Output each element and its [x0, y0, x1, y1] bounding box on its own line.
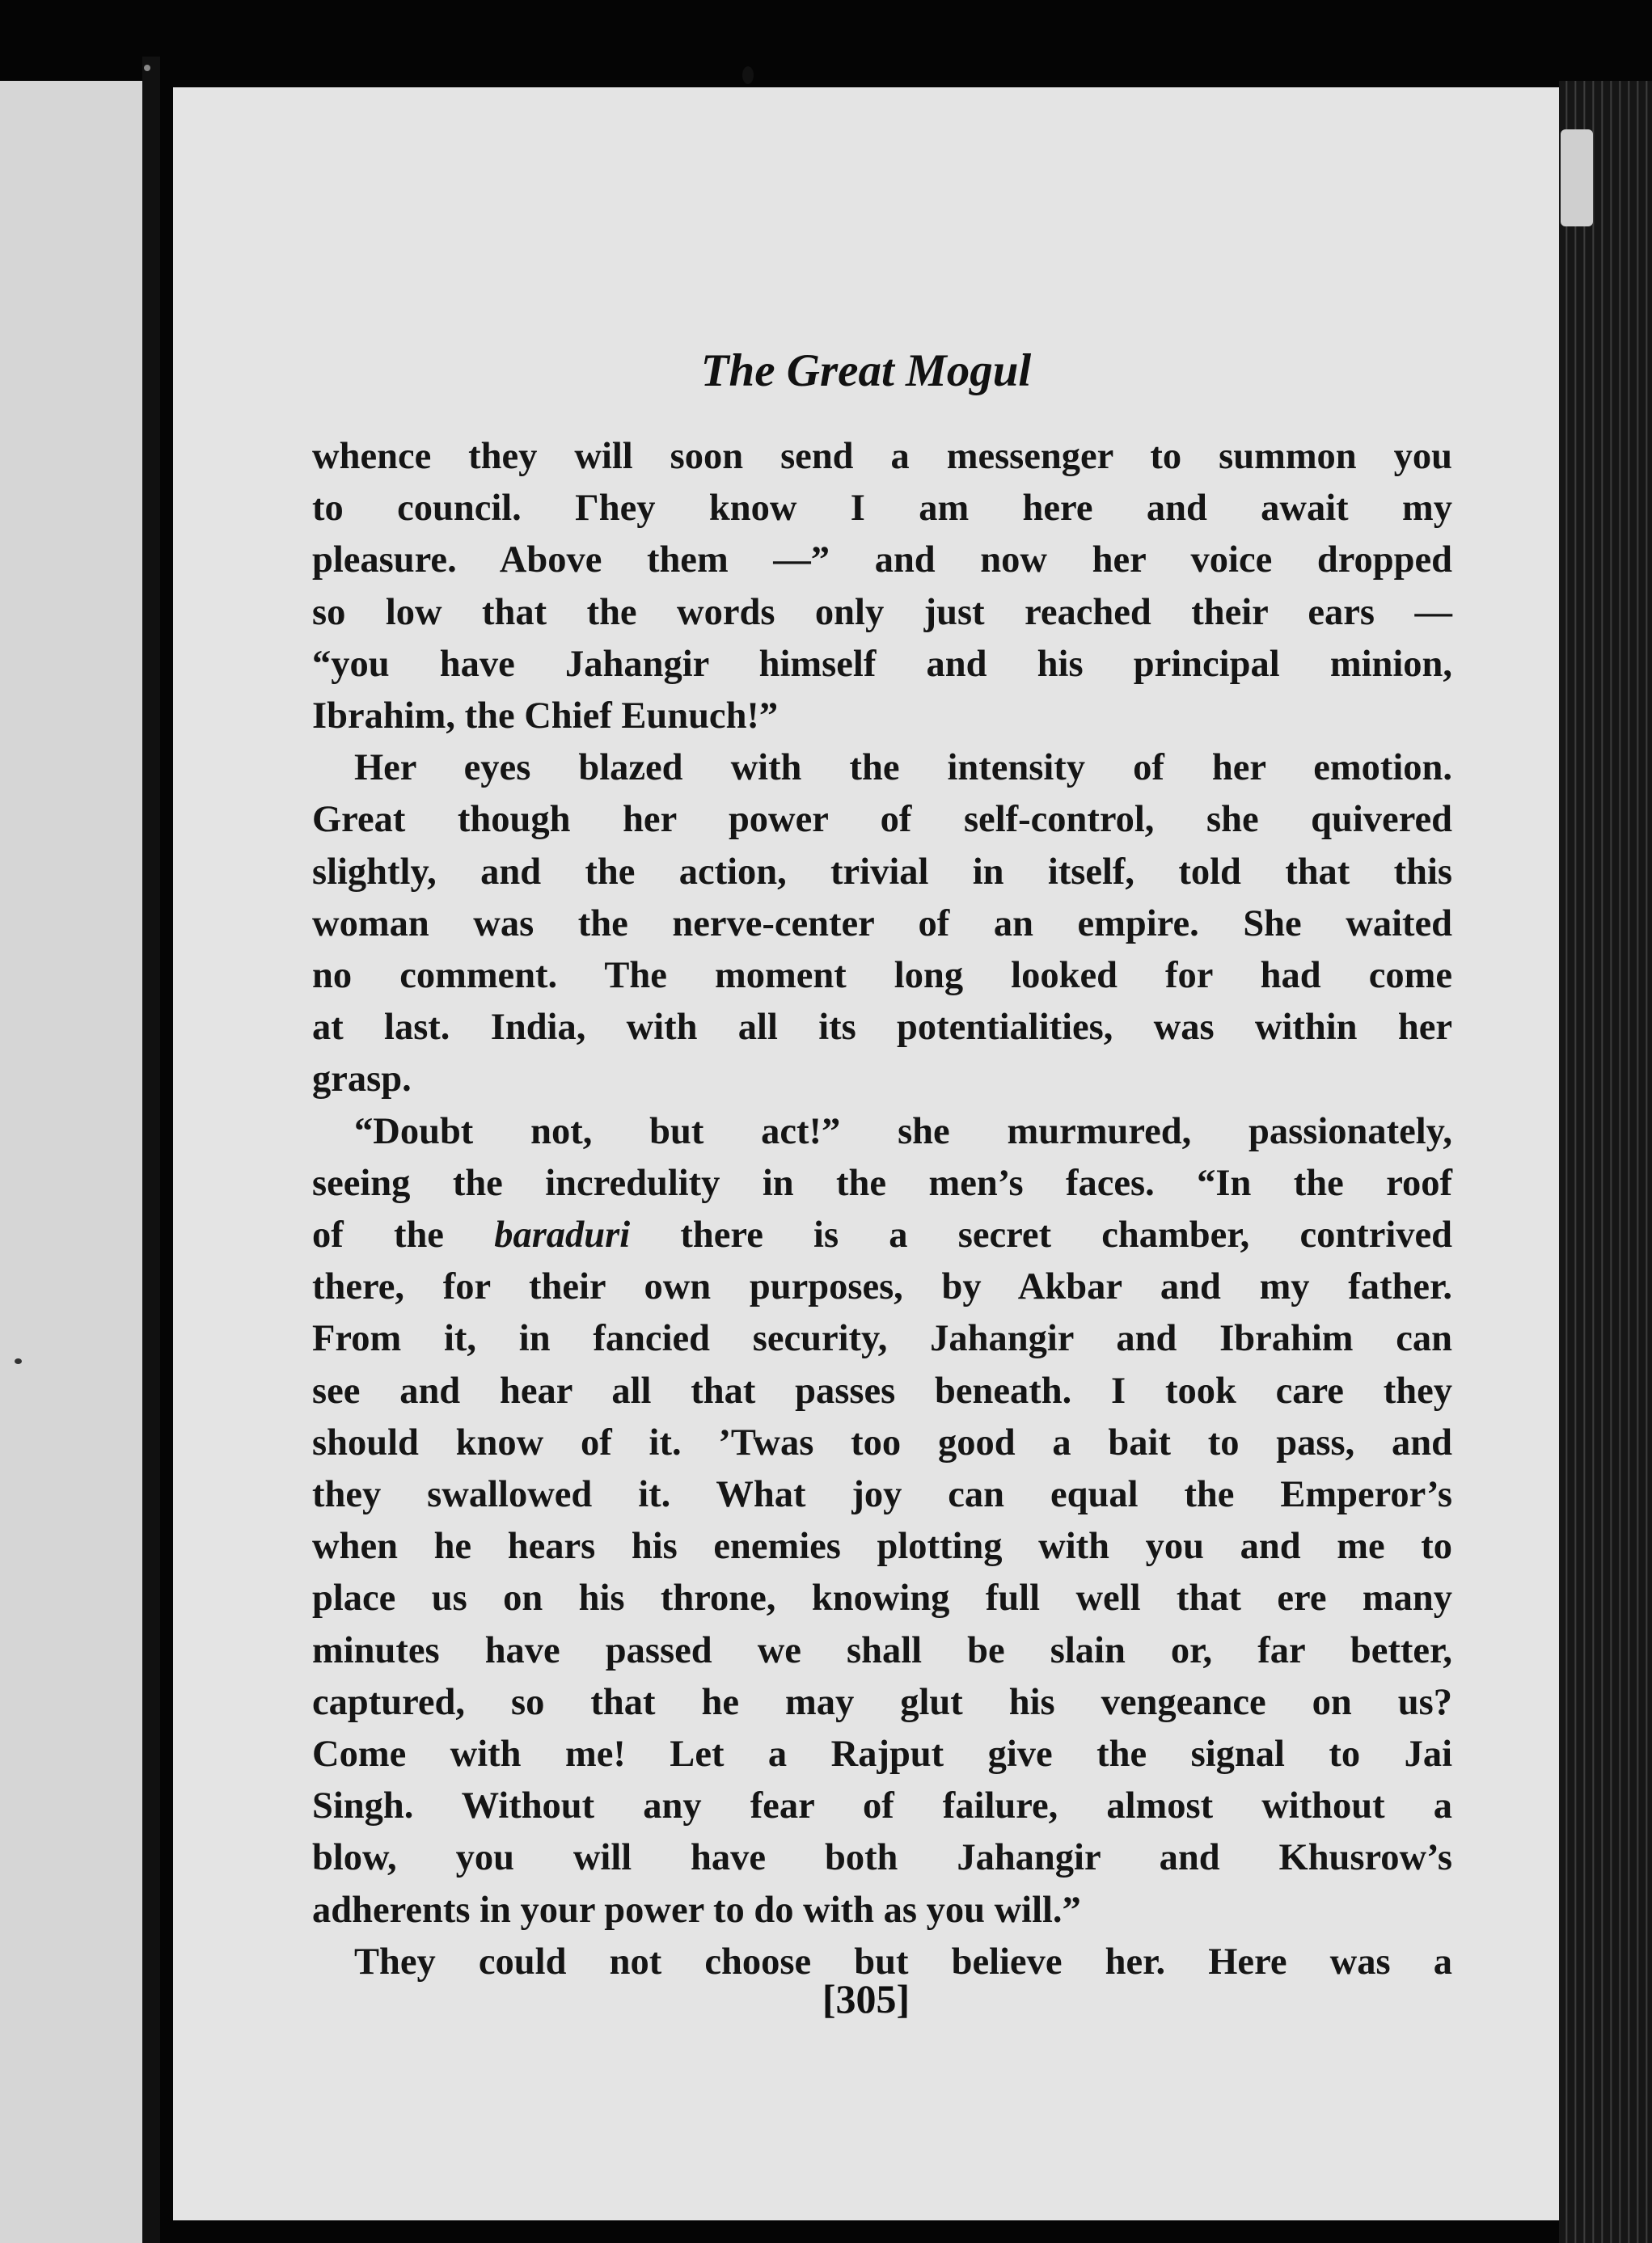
- text-line: should know of it. ’Twas too good a bait to pass, and: [312, 1421, 1452, 1464]
- italic-term: baraduri: [494, 1214, 631, 1257]
- body-text: [312, 431, 1452, 1988]
- text-line: no comment. The moment long looked for had come: [312, 955, 1452, 997]
- text-line: pleasure. Above them —” and now her voice dropped: [312, 539, 1452, 581]
- text-line: when he hears his enemies plotting with you and me to: [312, 1526, 1452, 1568]
- text-line: at last. India, with all its potentialities, was within her: [312, 1007, 1452, 1049]
- scan-speck: [15, 1358, 22, 1364]
- text-line: slightly, and the action, trivial in itself, told that this: [312, 851, 1452, 893]
- text-line: whence they will soon send a messenger to summon you: [312, 436, 1452, 477]
- text-fragment: there is a secret chamber, contrived: [680, 1214, 1453, 1257]
- text-line: “you have Jahangir himself and his principal minion,: [312, 643, 1452, 685]
- text-line: minutes have passed we shall be slain or, far better,: [312, 1629, 1452, 1671]
- page-number: [305]: [822, 1976, 911, 2021]
- scan-speck: [742, 66, 754, 84]
- text-line: adherents in your power to do with as you will.”: [312, 1889, 1081, 1931]
- text-line: seeing the incredulity in the men’s faces. “In the roof: [312, 1162, 1452, 1204]
- running-header: The Great Mogul: [700, 345, 1032, 396]
- text-line: captured, so that he may glut his vengeance on us?: [312, 1681, 1452, 1723]
- text-line: to council. Γhey know I am here and await my: [312, 488, 1452, 530]
- text-line-mixed: [312, 1210, 1452, 1261]
- text-line: place us on his throne, knowing full well that ere many: [312, 1578, 1452, 1620]
- text-line: they swallowed it. What joy can equal the Emperor’s: [312, 1474, 1452, 1516]
- text-line: Ibrahim, the Chief Eunuch!”: [312, 695, 779, 737]
- binding-highlight: [1561, 129, 1593, 226]
- text-line: “Doubt not, but act!” she murmured, passionately,: [354, 1110, 1452, 1152]
- text-line: grasp.: [312, 1058, 412, 1100]
- text-line: They could not choose but believe her. Here was a: [354, 1941, 1452, 1983]
- book-page: [173, 87, 1559, 2220]
- text-line: From it, in fancied security, Jahangir and Ibrahim can: [312, 1318, 1452, 1360]
- text-line: Come with me! Let a Rajput give the signal to Jai: [312, 1734, 1452, 1776]
- page-gutter-shadow: [142, 57, 160, 2243]
- text-line: there, for their own purposes, by Akbar and my father.: [312, 1266, 1452, 1308]
- scan-speck: [144, 65, 150, 71]
- text-line: woman was the nerve-center of an empire. She waited: [312, 902, 1452, 944]
- text-line: Great though her power of self-control, she quivered: [312, 799, 1452, 841]
- text-line: Her eyes blazed with the intensity of her emotion.: [354, 747, 1452, 789]
- previous-page-edge: [0, 81, 146, 2243]
- text-line: blow, you will have both Jahangir and Khusrow’s: [312, 1837, 1452, 1879]
- text-line: so low that the words only just reached their ears —: [312, 591, 1452, 633]
- text-fragment: of the: [312, 1214, 444, 1257]
- text-line: see and hear all that passes beneath. I took care they: [312, 1370, 1452, 1412]
- book-binding-edge: [1559, 81, 1652, 2243]
- text-line: Singh. Without any fear of failure, almost without a: [312, 1785, 1452, 1827]
